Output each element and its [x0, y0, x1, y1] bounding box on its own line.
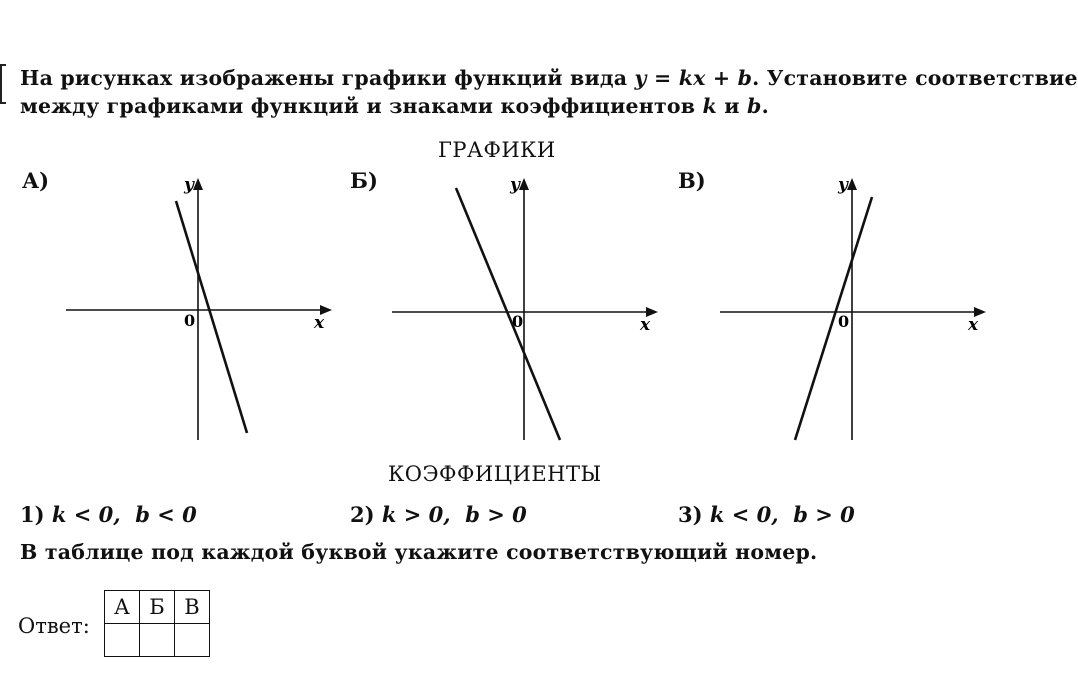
- option-k-condition: k > 0,: [381, 502, 451, 527]
- function-line: [795, 197, 872, 440]
- answer-header-row: [105, 591, 210, 624]
- and-word: и: [716, 94, 748, 118]
- answer-header-a: А: [105, 591, 140, 624]
- answer-cell-c[interactable]: [175, 624, 210, 657]
- option-1: [20, 502, 197, 527]
- option-k-condition: k < 0,: [709, 502, 779, 527]
- answer-cell-a[interactable]: [105, 624, 140, 657]
- y-axis-label: y: [510, 175, 520, 195]
- task-formula: y = kx + b: [634, 66, 753, 90]
- origin-label: 0: [512, 312, 524, 331]
- y-axis-label: y: [184, 175, 194, 195]
- answer-header-b: Б: [140, 591, 175, 624]
- x-axis-label: x: [314, 313, 325, 333]
- answer-header-c: В: [175, 591, 210, 624]
- graphs-heading: ГРАФИКИ: [438, 138, 556, 162]
- answer-input-row: [105, 624, 210, 657]
- graph-label-c: В): [678, 168, 706, 193]
- option-b-condition: b < 0: [135, 502, 197, 527]
- option-2: [350, 502, 527, 527]
- option-number: 2): [350, 502, 375, 527]
- k-symbol: k: [702, 94, 717, 118]
- instruction-text: В таблице под каждой буквой укажите соответствующий номер.: [20, 540, 818, 564]
- origin-label: 0: [184, 311, 196, 330]
- task-intro-suffix: . Установите соответствие: [752, 66, 1078, 90]
- graph-label-a: А): [22, 168, 50, 193]
- option-k-condition: k < 0,: [51, 502, 121, 527]
- b-symbol: b: [747, 94, 762, 118]
- y-axis-label: y: [838, 175, 848, 195]
- x-axis-label: x: [640, 315, 651, 335]
- coefficients-heading: КОЭФФИЦИЕНТЫ: [388, 462, 602, 486]
- option-number: 3): [678, 502, 703, 527]
- answer-table: [104, 590, 210, 657]
- answer-cell-b[interactable]: [140, 624, 175, 657]
- option-3: [678, 502, 855, 527]
- task-line2-prefix: между графиками функций и знаками коэффициентов: [20, 94, 703, 118]
- task-intro-prefix: На рисунках изображены графики функций вида: [20, 66, 635, 90]
- option-b-condition: b > 0: [793, 502, 855, 527]
- graph-label-b: Б): [350, 168, 378, 193]
- y-axis-arrow: [847, 178, 857, 190]
- option-b-condition: b > 0: [465, 502, 527, 527]
- answer-label: Ответ:: [18, 614, 90, 638]
- period: .: [761, 94, 769, 118]
- origin-label: 0: [838, 312, 850, 331]
- option-number: 1): [20, 502, 45, 527]
- x-axis-label: x: [968, 315, 979, 335]
